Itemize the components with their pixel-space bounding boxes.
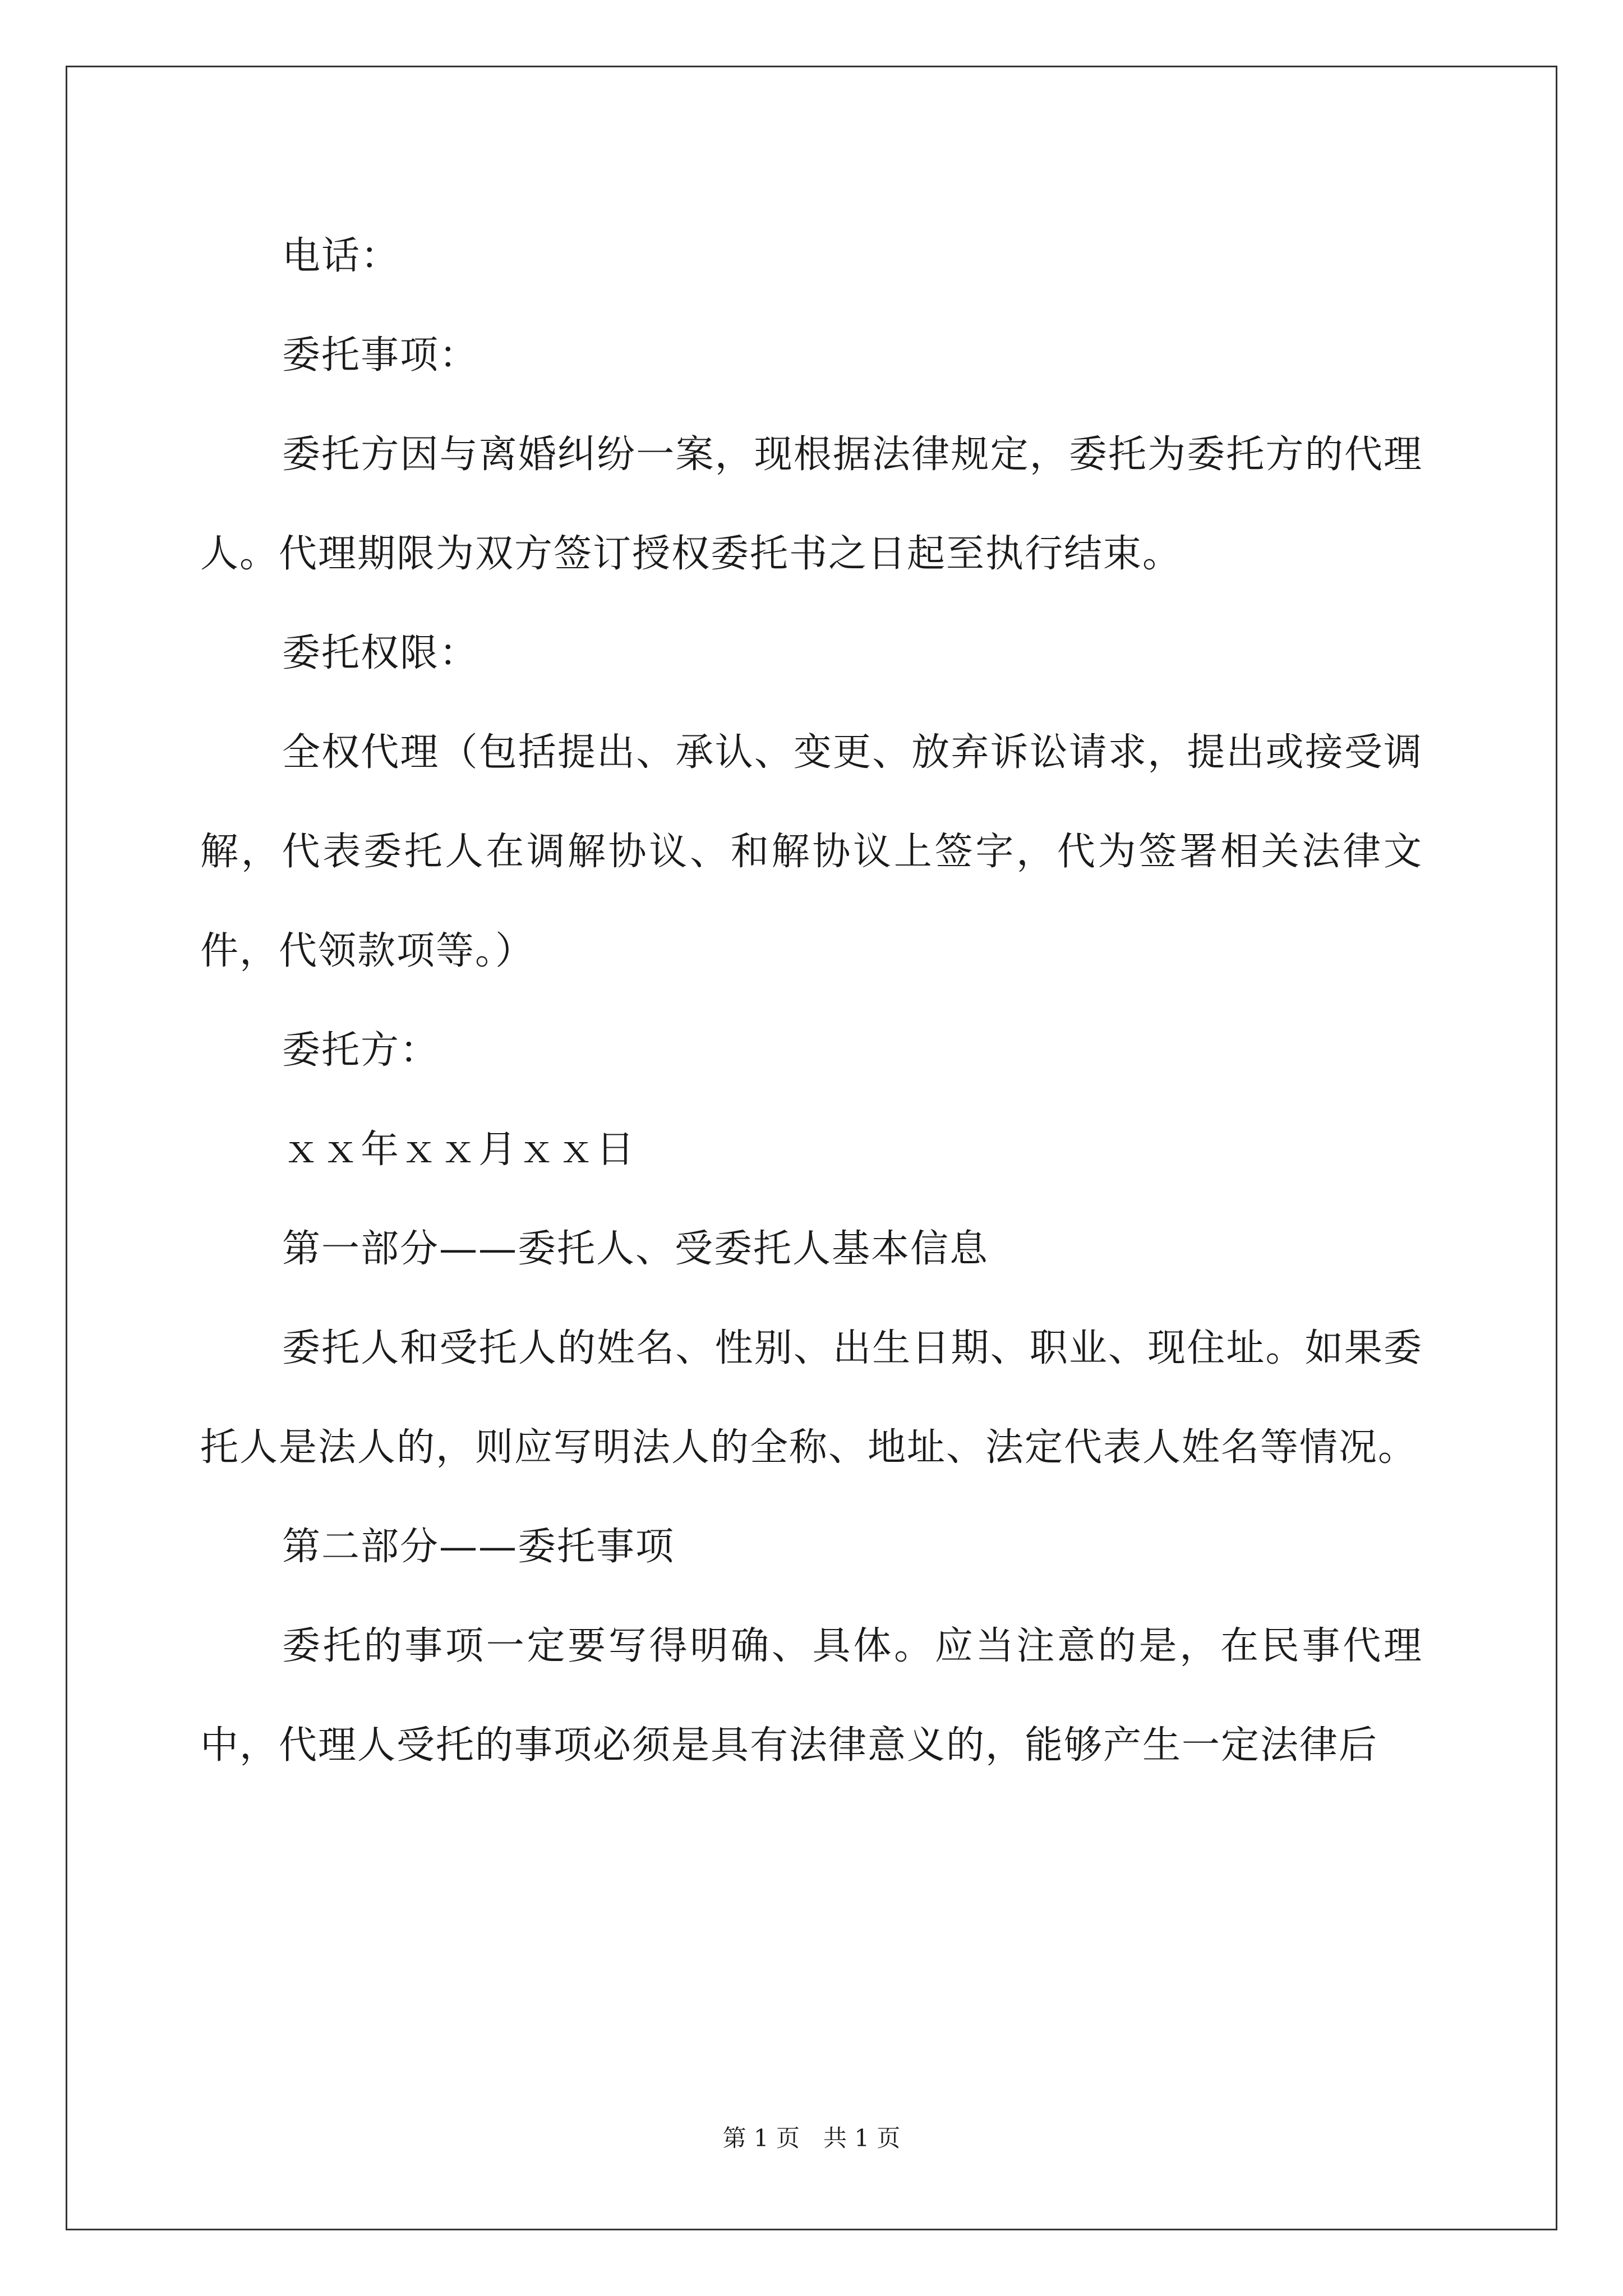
paragraph-part-one-heading: 第一部分——委托人、受委托人基本信息	[282, 1227, 989, 1271]
paragraph-part-one: 委托人和受托人的姓名、性别、出生日期、职业、现住址。如果委托人是法人的，则应写明法人的全称、地址、法定代表人姓名等情况。	[200, 1326, 1423, 1470]
paragraph-part-two-heading: 第二部分——委托事项	[282, 1525, 675, 1569]
paragraph-date: ｘｘ年ｘｘ月ｘｘ日	[282, 1128, 636, 1172]
paragraph-principal: 委托方：	[282, 1028, 440, 1073]
document-body	[200, 206, 1423, 1795]
paragraph-part-two: 委托的事项一定要写得明确、具体。应当注意的是，在民事代理中，代理人受托的事项必须是具有法律意义的，能够产生一定法律后	[200, 1624, 1423, 1768]
page-number: 第 1 页 共 1 页	[722, 2124, 901, 2152]
paragraph-phone: 电话：	[282, 234, 400, 278]
paragraph-entrusted-matters: 委托方因与离婚纠纷一案，现根据法律规定，委托为委托方的代理人。代理期限为双方签订授权委托书之日起至执行结束。	[200, 432, 1423, 576]
paragraph-authority: 全权代理（包括提出、承认、变更、放弃诉讼请求，提出或接受调解，代表委托人在调解协议、和解协议上签字，代为签署相关法律文件，代领款项等。）	[200, 730, 1423, 973]
paragraph-entrusted-matters-heading: 委托事项：	[282, 333, 479, 378]
paragraph-authority-heading: 委托权限：	[282, 631, 479, 675]
